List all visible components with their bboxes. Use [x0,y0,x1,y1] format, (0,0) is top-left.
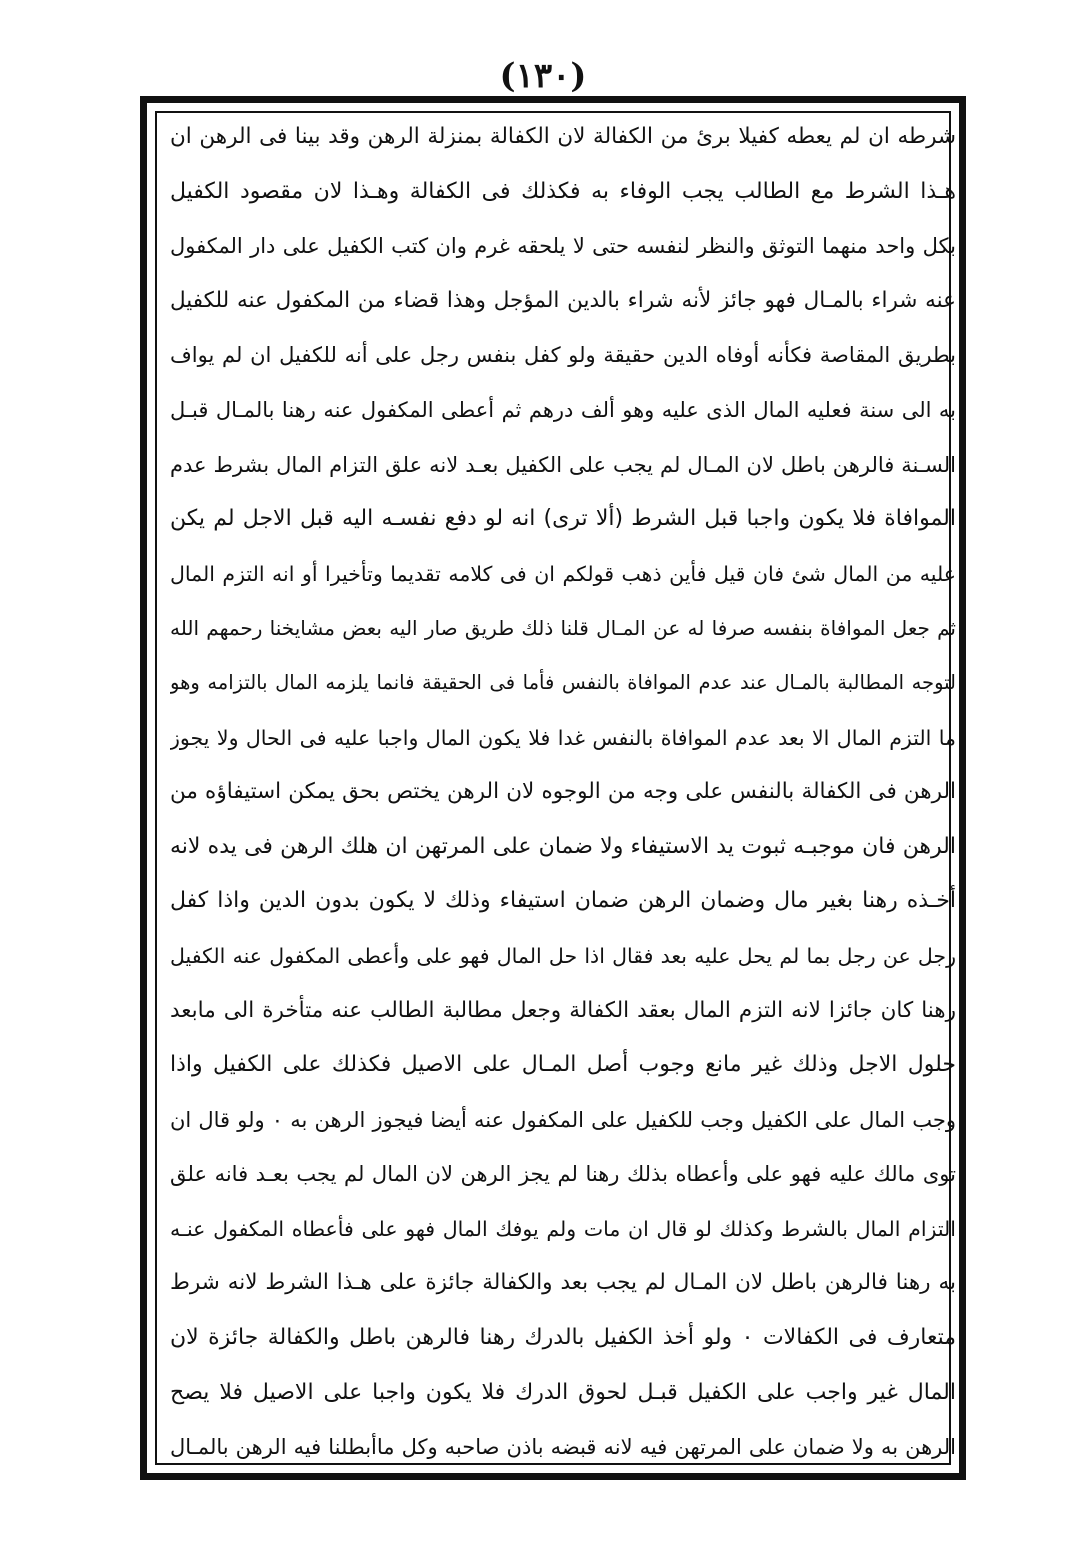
text-line: لتوجه المطالبة بالمـال عند عدم الموافاة بالنفس فأما فى الحقيقة فانما يلزمه المال بالتزامه وهو [170,670,956,694]
text-line: رهنا كان جائزا لانه التزم المال بعقد الكفالة وجعل مطالبة الطالب عنه متأخرة الى مابعد [170,997,956,1023]
text-line: رجل عن رجل بما لم يحل عليه بعد فقال اذا حل المال فهو على وأعطى المكفول عنه الكفيل [170,943,956,968]
text-line: به الى سنة فعليه المال الذى عليه وهو ألف درهم ثم أعطى المكفول عنه رهنا بالمـال قبـل [170,397,956,422]
text-line: به رهنا فالرهن باطل لان المـال لم يجب بعد والكفالة جائزة على هـذا الشرط لانه شرط [170,1270,956,1296]
text-line: بكل واحد منهما التوثق والنظر لنفسه حتى لا يلحقه غرم وان كتب الكفيل على دار المكفول [170,234,956,259]
text-line: الموافاة فلا يكون واجبا قبل الشرط (ألا ترى) انه لو دفع نفسـه اليه قبل الاجل لم يكن [170,506,956,532]
body-text [170,110,956,1470]
text-line: عنه شراء بالمـال فهو جائز لأنه شراء بالدين المؤجل وهذا قضاء من المكفول عنه للكفيل [170,287,956,313]
text-line: متعارف فى الكفالات ٠ ولو أخذ الكفيل بالدرك رهنا فالرهن باطل والكفالة جائزة لان [170,1325,956,1351]
text-line: هـذا الشرط مع الطالب يجب الوفاء به فكذلك فى الكفالة وهـذا لان مقصود الكفيل [170,178,956,204]
text-line: وجب المال على الكفيل وجب للكفيل على المكفول عنه أيضا فيجوز الرهن به ٠ ولو قال ان [170,1107,956,1132]
text-line: بطريق المقاصة فكأنه أوفاه الدين حقيقة ولو كفل بنفس رجل على أنه للكفيل ان لم يواف [170,343,956,368]
text-line: أخـذه رهنا بغير مال وضمان الرهن ضمان استيفاء وذلك لا يكون بدون الدين واذا كفل [170,888,956,914]
page-number: (١٣٠) [499,56,587,96]
text-line: ثم جعل الموافاة بنفسه صرفا له عن المـال قلنا ذلك طريق صار اليه بعض مشايخنا رحمهم الله [170,616,956,641]
text-line: الرهن فان موجبـه ثبوت يد الاستيفاء ولا ضمان على المرتهن ان هلك الرهن فى يده لانه [170,833,956,859]
text-line: الرهن به ولا ضمان على المرتهن فيه لانه قبضه باذن صاحبه وكل ماأبطلنا فيه الرهن بالمـال [170,1435,956,1460]
text-line: ما التزم المال الا بعد عدم الموافاة بالنفس غدا فلا يكون المال واجبا عليه فى الحال ولا يجوز [170,725,956,750]
text-line: الرهن فى الكفالة بالنفس على وجه من الوجوه لان الرهن يختص بحق يمكن استيفاؤه من [170,779,956,805]
text-line: حلول الاجل وذلك غير مانع وجوب أصل المـال على الاصيل فكذلك على الكفيل واذا [170,1052,956,1078]
text-line: التزام المال بالشرط وكذلك لو قال ان مات ولم يوفك المال فهو على فأعطاه المكفول عنـه [170,1216,956,1241]
text-line: المال غير واجب على الكفيل قبـل لحوق الدرك فلا يكون واجبا على الاصيل فلا يصح [170,1379,956,1405]
text-line: شرطه ان لم يعطه كفيلا برئ من الكفالة لان الكفالة بمنزلة الرهن وقد بينا فى الرهن ان [170,124,956,149]
text-line: عليه من المال شئ فان قيل فأين ذهب قولكم ان فى كلامه تقديما وتأخيرا أو انه التزم المال [170,561,956,586]
text-line: توى مالك عليه فهو على وأعطاه بذلك رهنا لم يجز الرهن لان المال لم يجب بعـد فانه علق [170,1162,956,1187]
text-line: السـنة فالرهن باطل لان المـال لم يجب على الكفيل بعـد لانه علق التزام المال بشرط عدم [170,452,956,477]
